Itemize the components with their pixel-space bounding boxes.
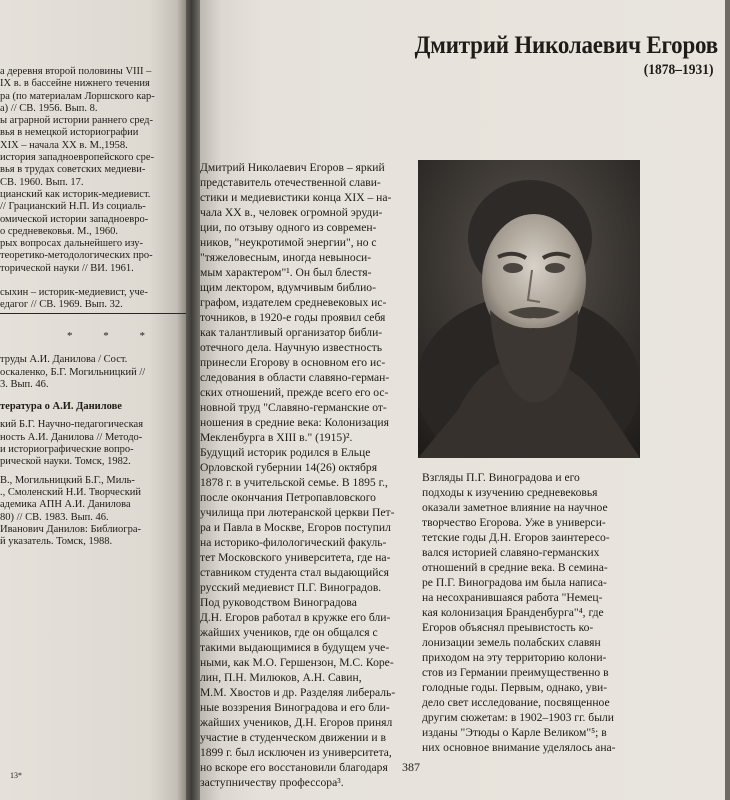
literature-line: рической науки. Томск, 1982. (0, 456, 131, 468)
article-line: отечного дела. Научную известность (200, 341, 383, 354)
bibliography-line: рых вопросах дальнейшего изу- (0, 238, 144, 250)
article-line: новной труд "Славяно-германские от- (200, 401, 387, 414)
article-line: М.М. Хвостов и др. Разделяя либераль- (200, 686, 396, 699)
article-line: лонизации земель полабских славян (422, 636, 601, 649)
article-line: Будущий историк родился в Ельце (200, 446, 371, 459)
bibliography-line: едагог // СВ. 1969. Вып. 32. (0, 299, 123, 311)
literature-line: и историографические вопро- (0, 444, 134, 456)
article-line: другим сюжетам: в 1902–1903 гг. были (422, 711, 614, 724)
article-line: приходом на эту территорию колони- (422, 651, 607, 664)
article-line: представитель отечественной слави- (200, 176, 381, 189)
printer-signature: 13* (10, 771, 22, 780)
article-line: мым характером"¹. Он был блестя- (200, 266, 372, 279)
works-line: оскаленко, Б.Г. Могильницкий // (0, 366, 146, 378)
article-line: кая колонизация Бранденбурга"⁴, где (422, 606, 604, 619)
article-line: вался историей славяно-германских (422, 546, 600, 559)
article-line: оказали заметное влияние на научное (422, 501, 608, 514)
article-line: Под руководством Виноградова (200, 596, 357, 609)
article-line: Д.Н. Егоров работал в кружке его бли- (200, 611, 391, 624)
article-line: ставником студента стал выдающийся (200, 566, 389, 579)
article-line: заступничеству профессора³. (200, 776, 344, 789)
left-page (0, 0, 186, 800)
page-edge (725, 0, 730, 800)
bibliography-line: XIX – начала XX в. М.,1958. (0, 139, 128, 151)
literature-line: 80) // СВ. 1983. Вып. 46. (0, 511, 109, 523)
article-line: ные воззрения Виноградова и его бли- (200, 701, 390, 714)
works-line: труды А.И. Данилова / Сост. (0, 354, 128, 366)
bibliography-line: история западноевропейского сре- (0, 152, 155, 164)
article-line: 1878 г. в учительской семье. В 1895 г., (200, 476, 388, 489)
right-page (200, 0, 725, 800)
article-line: Дмитрий Николаевич Егоров – яркий (200, 161, 385, 174)
bibliography-line: // Грацианский Н.П. Из социаль- (0, 201, 146, 213)
article-title: Дмитрий Николаевич Егоров (414, 30, 718, 59)
literature-line: кий Б.Г. Научно-педагогическая (0, 419, 144, 431)
article-line: участие в студенческом движении и в (200, 731, 386, 744)
article-column-left (200, 160, 408, 790)
article-line: ра и Павла в Москве, Егоров поступил (200, 521, 391, 534)
book-gutter (186, 0, 200, 800)
article-line: чала XX в., человек огромной эруди- (200, 206, 383, 219)
bibliography-line: о средневековья. М., 1960. (0, 225, 118, 237)
article-line: как талантливый организатор библи- (200, 326, 383, 339)
article-line: жайших учеников, где он общался с (200, 626, 378, 639)
works-line: 3. Вып. 46. (0, 378, 49, 390)
literature-list (0, 419, 186, 468)
section-divider (0, 313, 186, 314)
article-line: русский медиевист П.Г. Виноградов. (200, 581, 382, 594)
bibliography-line: омической истории западноевро- (0, 213, 149, 225)
article-line: ников, "неукротимой энергии", но с (200, 236, 377, 249)
bibliography-line: а) // СВ. 1956. Вып. 8. (0, 102, 98, 114)
article-line: ских отношений, прежде всего его ос- (200, 386, 389, 399)
article-line: голодные годы. Первым, однако, уви- (422, 681, 608, 694)
literature-heading: тература о А.И. Данилове (0, 401, 122, 413)
portrait-illustration (418, 160, 640, 458)
article-line: щим лектором, вдумчивым библио- (200, 281, 376, 294)
article-line: Мекленбурга в XIII в." (1915)². (200, 431, 353, 444)
article-line: на несохранившаяся работа "Немец- (422, 591, 603, 604)
article-line: такими выдающимися в будущем уче- (200, 641, 390, 654)
article-line: принесли Егорову в основном его ис- (200, 356, 386, 369)
article-line: "тяжеловесным, иногда невыноси- (200, 251, 372, 264)
article-line: но вскоре его восстановили благодаря (200, 761, 388, 774)
article-line: Взгляды П.Г. Виноградова и его (422, 471, 580, 484)
literature-line: В., Могильницкий Б.Г., Миль- (0, 474, 135, 486)
article-line: подходы к изучению средневековья (422, 486, 598, 499)
bibliography-line: вья в немецкой историографии (0, 127, 139, 139)
literature-line: ность А.И. Данилова // Методо- (0, 431, 143, 443)
literature-list-2 (0, 475, 186, 549)
article-line: Орловской губернии 14(26) октября (200, 461, 378, 474)
bibliography-line: ы аграрной истории раннего сред- (0, 115, 154, 127)
article-line: на историко-филологический факуль- (200, 536, 387, 549)
bibliography-line: IX в. в бассейне нижнего течения (0, 78, 150, 90)
literature-line: Иванович Данилов: Библиогра- (0, 523, 142, 535)
article-line: дело свет исследование, посвященное (422, 696, 610, 709)
bibliography-line: теоретико-методологических про- (0, 250, 153, 262)
bibliography-line: ра (по материалам Лоршского кар- (0, 90, 155, 102)
article-line: следования в области славяно-герман- (200, 371, 390, 384)
section-stars: * * * (67, 330, 159, 342)
article-line: отношений в средние века. В семина- (422, 561, 608, 574)
article-line: ными, как М.О. Гершензон, М.С. Коре- (200, 656, 394, 669)
article-line: Егоров объяснял преывистость ко- (422, 621, 594, 634)
bibliography-line: СВ. 1960. Вып. 17. (0, 176, 84, 188)
bibliography-line: вья в трудах советских медиеви- (0, 164, 146, 176)
article-line: ношения в средние века: Колонизация (200, 416, 389, 429)
article-line: ре П.Г. Виноградова им была написа- (422, 576, 607, 589)
bibliography-line: цианский как историк-медиевист. (0, 188, 151, 200)
article-line: жайших учеников, Д.Н. Егоров принял (200, 716, 393, 729)
article-line: стов из Германии преимущественно в (422, 666, 609, 679)
life-years: (1878–1931) (643, 62, 713, 78)
article-line: тетские годы Д.Н. Егоров заинтересо- (422, 531, 610, 544)
article-line: 1899 г. был исключен из университета, (200, 746, 392, 759)
literature-line: адемика АПН А.И. Данилова (0, 499, 131, 511)
article-line: лин, П.Н. Милюков, А.Н. Савин, (200, 671, 362, 684)
article-line: ции, по отзыву одного из современ- (200, 221, 377, 234)
literature-line: ., Смоленский Н.И. Творческий (0, 486, 142, 498)
bibliography-list-middle (0, 287, 186, 312)
article-line: графом, издателем средневековых ис- (200, 296, 387, 309)
article-line: точников, в 1920-е годы проявил себя (200, 311, 386, 324)
article-line: училища при лютеранской церкви Пет- (200, 506, 395, 519)
literature-line: й указатель. Томск, 1988. (0, 536, 113, 548)
article-line: них основное внимание уделялось ана- (422, 741, 616, 754)
left-page-text (0, 66, 186, 312)
article-line: творчество Егорова. Уже в универси- (422, 516, 606, 529)
article-line: изданы "Этюды о Карле Великом"⁵; в (422, 726, 607, 739)
bibliography-list-top (0, 66, 186, 275)
bibliography-line: сыхин – историк-медиевист, уче- (0, 287, 148, 299)
article-line: тет Московского университета, где на- (200, 551, 391, 564)
bibliography-line: а деревня второй половины VIII – (0, 66, 152, 77)
bibliography-line: торической науки // ВИ. 1961. (0, 262, 134, 274)
portrait-photo (418, 160, 640, 458)
works-list (0, 354, 186, 391)
article-column-right (422, 470, 722, 755)
page-number: 387 (402, 760, 420, 774)
article-line: стики и медиевистики конца XIX – на- (200, 191, 392, 204)
article-line: после окончания Петропавловского (200, 491, 376, 504)
